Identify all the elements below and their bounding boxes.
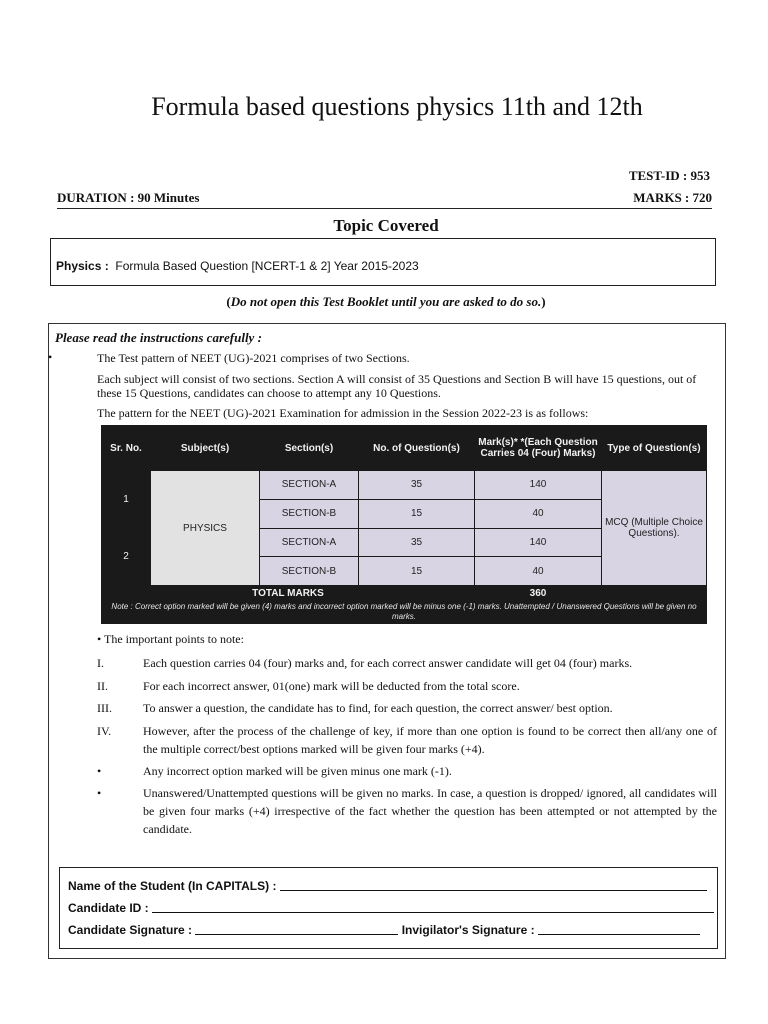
booklet-notice: (Do not open this Test Booklet until you are asked to do so.) [226,294,546,309]
total-empty [602,586,707,601]
questions-cell: 15 [359,557,475,586]
questions-cell: 35 [359,471,475,500]
section-cell: SECTION-B [260,499,359,528]
topic-description: Formula Based Question [NCERT-1 & 2] Year 2015-2023 [115,259,419,273]
section-cell: SECTION-A [260,528,359,557]
table-note: Note : Correct option marked will be given (4) marks and incorrect option marked will be minus one (-1) marks. Unattempted / Unanswered Questions will be given no marks. [102,601,707,624]
subject-cell: PHYSICS [151,471,260,586]
total-value: 360 [475,586,602,601]
bullet-marker: • [48,350,53,364]
candidate-signature-label: Candidate Signature : [68,923,193,937]
section-cell: SECTION-A [260,471,359,500]
total-row [102,586,707,601]
item-number: IV. [97,724,112,738]
duration: DURATION : 90 Minutes [57,190,200,205]
type-cell: MCQ (Multiple Choice Questions). [602,471,707,586]
candidate-id-line [68,900,714,915]
invigilator-signature-field[interactable] [538,922,700,935]
topic-heading: Topic Covered [333,216,439,235]
page-title: Formula based questions physics 11th and 12th [151,92,643,121]
item-number: I. [97,656,104,670]
item-number: • [97,786,102,800]
marks-cell: 140 [475,528,602,557]
points-heading: • The important points to note: [97,632,244,646]
exam-pattern-table [101,425,707,624]
note-row [102,601,707,624]
marks-cell: 140 [475,471,602,500]
item-text: Any incorrect option marked will be given minus one mark (-1). [143,764,452,778]
item-text: Each question carries 04 (four) marks and, for each correct answer candidate will get 04 (four) marks. [143,656,633,670]
questions-cell: 15 [359,499,475,528]
marks-cell: 40 [475,499,602,528]
candidate-signature-field[interactable] [195,922,398,935]
instructions-heading: Please read the instructions carefully : [55,330,262,345]
topic-line [56,259,419,273]
test-id: TEST-ID : 953 [628,168,710,183]
student-details-box [59,867,718,949]
candidate-id-field[interactable] [152,900,714,913]
marks-cell: 40 [475,557,602,586]
topic-separator: : [104,259,109,273]
col-header: Subject(s) [151,426,260,471]
item-text: To answer a question, the candidate has to find, for each question, the correct answer/ best option. [143,701,613,715]
section-cell: SECTION-B [260,557,359,586]
col-header: Type of Question(s) [602,426,707,471]
table-header-row [102,426,707,471]
item-number: II. [97,679,108,693]
student-name-line [68,878,707,893]
topic-subject: Physics [56,259,102,273]
student-name-field[interactable] [280,878,707,891]
questions-cell: 35 [359,528,475,557]
col-header: Mark(s)* *(Each Question Carries 04 (Four) Marks) [475,426,602,471]
candidate-id-label: Candidate ID : [68,901,149,915]
item-text: Unanswered/Unattempted questions will be given no marks. In case, a question is dropped/ ignored, all candidates will be given four marks (+4) irrespective of the fact whether the question has been attempted or not attempted by the candidate. [143,786,717,836]
item-text: However, after the process of the challenge of key, if more than one option is found to be correct then all/any one of the multiple correct/best options marked will be given four marks (+4). [143,724,717,756]
invigilator-signature-label: Invigilator's Signature : [401,923,535,937]
total-label: TOTAL MARKS [102,586,475,601]
item-text: For each incorrect answer, 01(one) mark will be deducted from the total score. [143,679,520,693]
topic-box [50,238,716,286]
signature-line [68,922,700,937]
item-number: • [97,764,102,778]
total-marks: MARKS : 720 [633,190,712,205]
instructions-para-1: The Test pattern of NEET (UG)-2021 comprises of two Sections. [97,351,410,365]
instructions-para-3: The pattern for the NEET (UG)-2021 Examination for admission in the Session 2022-23 is as follows: [97,406,589,420]
instructions-para-2: Each subject will consist of two sections. Section A will consist of 35 Questions and Section B will have 15 questions, out of these 15 Questions, candidates can choose to attempt any 10 Questions. [97,372,697,400]
sr-no: 2 [102,528,151,586]
duration-row [57,190,712,209]
table-row [102,471,707,500]
col-header: No. of Question(s) [359,426,475,471]
student-name-label: Name of the Student (In CAPITALS) : [68,879,277,893]
col-header: Sr. No. [102,426,151,471]
col-header: Section(s) [260,426,359,471]
item-number: III. [97,701,112,715]
sr-no: 1 [102,471,151,529]
